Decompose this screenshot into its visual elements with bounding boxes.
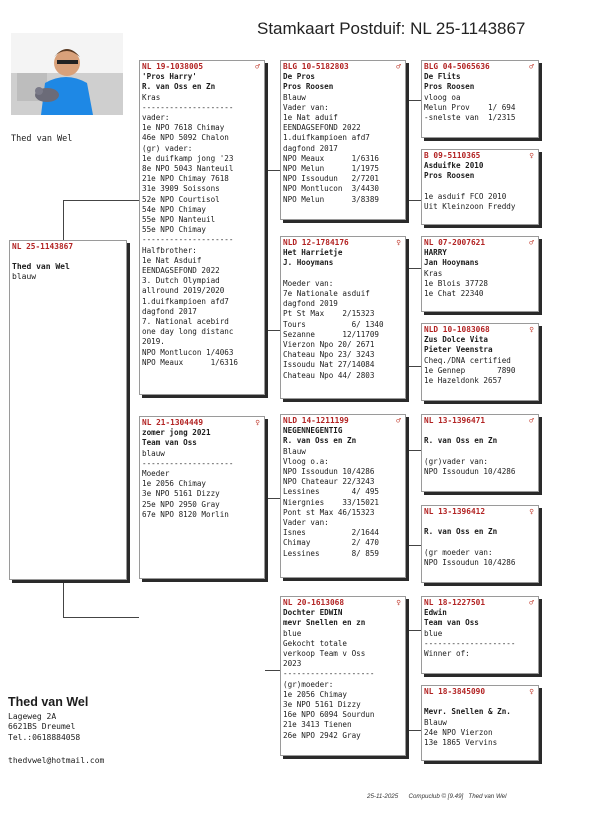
connector-line	[405, 730, 421, 731]
ring-number-header	[283, 416, 403, 426]
pedigree-line: 8e NPO 5043 Nanteuil	[142, 164, 234, 174]
pedigree-line: 2019.	[142, 337, 165, 347]
pedigree-line: 26e NPO 2942 Gray	[283, 730, 361, 740]
page-title: Stamkaart Postduif: NL 25-1143867	[257, 19, 526, 38]
footer: 25-11-2025 Compuclub © [9.49] Thed van Wel	[367, 793, 507, 800]
pedigree-line: 13e 1865 Vervins	[424, 738, 498, 748]
ring-number: NLD 14-1211199	[283, 416, 349, 425]
father-card	[139, 60, 265, 395]
pedigree-line: --------------------	[424, 638, 516, 648]
connector-line	[63, 200, 139, 201]
connector-line	[265, 498, 280, 499]
pedigree-line: Blauw	[283, 92, 306, 102]
sex-icon: ♀	[529, 507, 534, 516]
pedigree-line: De Pros	[283, 72, 316, 82]
ring-number-header	[424, 62, 536, 72]
pedigree-line: Pont st Max 46/15323	[283, 507, 375, 517]
pedigree-line: Blauw	[283, 446, 306, 456]
sex-icon: ♀	[529, 325, 534, 334]
contact-postal: 6621BS Dreumel	[8, 722, 76, 731]
pedigree-line: Chimay 2/ 470	[283, 538, 380, 548]
pedigree-line: Melun Prov 1/ 694	[424, 102, 516, 112]
great-grandparent-card-6	[421, 505, 539, 583]
pedigree-line: 1e Chat 22340	[424, 289, 484, 299]
pedigree-line: Vloog o.a:	[283, 456, 329, 466]
pedigree-line: 3e NPO 5161 Dizzy	[142, 489, 220, 499]
pedigree-line: 16e NPO 6094 Sourdun	[283, 710, 375, 720]
owner-photo	[11, 33, 123, 115]
pedigree-line: 1e NPO 7618 Chimay	[142, 123, 225, 133]
pedigree-line: Asduifke 2010	[424, 161, 484, 171]
great-grandparent-card-2	[421, 149, 539, 225]
pedigree-line: allround 2019/2020	[142, 286, 225, 296]
ring-number-header	[424, 238, 536, 248]
connector-line	[63, 579, 64, 617]
pedigree-line: Team van Oss	[424, 618, 479, 628]
pedigree-line: --------------------	[142, 235, 234, 245]
pedigree-line: Winner of:	[424, 649, 470, 659]
pedigree-line	[424, 182, 536, 192]
pedigree-line: (gr)moeder:	[283, 679, 334, 689]
connector-line	[265, 170, 280, 171]
great-grandparent-card-7	[421, 596, 539, 674]
ring-number-header	[424, 687, 536, 697]
pedigree-line: 1e asduif FCO 2010	[424, 191, 507, 201]
sex-icon: ♂	[255, 62, 260, 71]
pedigree-line: 1e duifkamp jong '23	[142, 153, 234, 163]
contact-name: Thed van Wel	[8, 695, 89, 709]
pedigree-line: Vierzon Npo 20/ 2671	[283, 340, 375, 350]
contact-email[interactable]: thedvwel@hotmail.com	[8, 756, 105, 765]
great-grandparent-card-5	[421, 414, 539, 492]
pedigree-line	[424, 538, 536, 548]
pedigree-line: Chateau Npo 44/ 2803	[283, 370, 375, 380]
ring-number-header	[283, 238, 403, 248]
pedigree-line: blue	[283, 628, 302, 638]
pedigree-line: 1e Nat aduif	[283, 113, 338, 123]
ring-number-header	[424, 151, 536, 161]
subject-owner: Thed van Wel	[12, 262, 70, 272]
pedigree-line	[424, 697, 536, 707]
pedigree-line: NPO Melun 1/1975	[283, 164, 380, 174]
pedigree-line: EENDAGSEFOND 2022	[283, 123, 361, 133]
pedigree-line: mevr Snellen en zn	[283, 618, 366, 628]
ring-number-header	[424, 325, 536, 335]
ring-number: BLG 10-5182803	[283, 62, 349, 71]
ring-number-header	[142, 418, 262, 428]
ring-number: NL 19-1038005	[142, 62, 204, 71]
connector-line	[405, 100, 421, 101]
ring-number: NLD 12-1784176	[283, 238, 349, 247]
connector-line	[405, 268, 421, 269]
contact-phone: Tel.:0618884058	[8, 732, 81, 742]
pedigree-line: 21e NPO Chimay 7618	[142, 174, 229, 184]
pedigree-line: R. van Oss en Zn	[283, 436, 357, 446]
pedigree-line: Team van Oss	[142, 438, 197, 448]
pedigree-line: dagfond 2019	[283, 299, 338, 309]
connector-line	[405, 545, 421, 546]
pedigree-line: 1e 2056 Chimay	[283, 689, 348, 699]
pedigree-line: Zus Dolce Vita	[424, 335, 489, 345]
ring-number: NLD 10-1083068	[424, 325, 490, 334]
pedigree-line: Halfbrother:	[142, 245, 197, 255]
sex-icon: ♀	[529, 687, 534, 696]
great-grandparent-card-3	[421, 236, 539, 312]
pedigree-line: -snelste van 1/2315	[424, 113, 516, 123]
pedigree-line: (gr moeder van:	[424, 547, 493, 557]
pedigree-line: De Flits	[424, 72, 461, 82]
pedigree-line: Lessines 4/ 495	[283, 487, 380, 497]
pedigree-line: Vader van:	[283, 518, 329, 528]
paternal-grandfather-card	[280, 60, 406, 220]
connector-line	[63, 200, 64, 241]
pedigree-line: Sezanne 12/11709	[283, 329, 380, 339]
pedigree-line: 24e NPO Vierzon	[424, 727, 493, 737]
pedigree-line: blauw	[142, 448, 165, 458]
pedigree-line: Dochter EDWIN	[283, 608, 343, 618]
pedigree-line: Niergnies 33/15021	[283, 497, 380, 507]
pedigree-line: Pt St Max 2/15323	[283, 309, 375, 319]
pedigree-line: --------------------	[142, 102, 234, 112]
pedigree-line: zomer jong 2021	[142, 428, 211, 438]
ring-number: NL 20-1613068	[283, 598, 345, 607]
pedigree-line: Edwin	[424, 608, 447, 618]
pedigree-line: --------------------	[142, 458, 234, 468]
pedigree-line: Pros Roosen	[424, 82, 475, 92]
pedigree-line: (gr) vader:	[142, 143, 193, 153]
pedigree-line: Vader van:	[283, 102, 329, 112]
connector-line	[405, 450, 421, 451]
great-grandparent-card-8	[421, 685, 539, 761]
pedigree-line: EENDAGSEFOND 2022	[142, 266, 220, 276]
pedigree-line: vader:	[142, 113, 170, 123]
pedigree-line: 31e 3909 Soissons	[142, 184, 220, 194]
paternal-grandmother-card	[280, 236, 406, 399]
pedigree-line: NPO Montlucon 1/4063	[142, 347, 234, 357]
pedigree-line: Het Harrietje	[283, 248, 343, 258]
ring-number-header	[424, 416, 536, 426]
pedigree-line: NEGENNEGENTIG	[283, 426, 343, 436]
sex-icon: ♂	[529, 238, 534, 247]
ring-number: B 09-5110365	[424, 151, 481, 160]
ring-number-header	[424, 507, 536, 517]
pedigree-line: one day long distanc	[142, 327, 234, 337]
sex-icon: ♂	[529, 598, 534, 607]
pedigree-line: Pieter Veenstra	[424, 345, 493, 355]
connector-line	[265, 670, 280, 671]
pedigree-line: Pros Roosen	[424, 171, 475, 181]
pedigree-line: vloog oa	[424, 92, 461, 102]
pedigree-line: 7. National acebird	[142, 317, 229, 327]
pedigree-line: HARRY	[424, 248, 447, 258]
pedigree-line: 67e NPO 8120 Morlin	[142, 509, 229, 519]
pedigree-line: 3. Dutch Olympiad	[142, 276, 220, 286]
pedigree-line: 1.duifkampioen afd7	[142, 296, 229, 306]
pedigree-line: NPO Meaux 1/6316	[142, 357, 239, 367]
pedigree-line: blue	[424, 628, 443, 638]
pedigree-line: 55e NPO Nanteuil	[142, 215, 216, 225]
ring-number: BLG 04-5065636	[424, 62, 490, 71]
pedigree-line: Mevr. Snellen & Zn.	[424, 707, 511, 717]
ring-number: NL 13-1396412	[424, 507, 486, 516]
pedigree-line: Moeder van:	[283, 278, 334, 288]
pedigree-line	[424, 517, 536, 527]
maternal-grandmother-card	[280, 596, 406, 756]
pedigree-line: 2023	[283, 659, 302, 669]
pedigree-line: Jan Hooymans	[424, 258, 479, 268]
pedigree-line: 21e 3413 Tienen	[283, 720, 352, 730]
ring-number: NL 07-2007621	[424, 238, 486, 247]
pedigree-line: 1.duifkampioen afd7	[283, 133, 370, 143]
pedigree-line: R. van Oss en Zn	[142, 82, 216, 92]
pedigree-line: 55e NPO Chimay	[142, 225, 207, 235]
pedigree-line	[424, 447, 536, 457]
great-grandparent-card-1	[421, 60, 539, 138]
pedigree-line: NPO Issoudun 2/7201	[283, 174, 380, 184]
pedigree-line: dagfond 2017	[283, 143, 338, 153]
pedigree-line: R. van Oss en Zn	[424, 436, 498, 446]
subject-color: blauw	[12, 272, 37, 282]
pedigree-line	[424, 426, 536, 436]
pedigree-line: 54e NPO Chimay	[142, 204, 207, 214]
pedigree-line: 1e Nat Asduif	[142, 255, 202, 265]
sex-icon: ♂	[396, 416, 401, 425]
pedigree-line: 46e NPO 5092 Chalon	[142, 133, 229, 143]
pedigree-line: 1e Gennep 7890	[424, 365, 516, 375]
sex-icon: ♀	[396, 238, 401, 247]
maternal-grandfather-card	[280, 414, 406, 578]
pedigree-line: 1e 2056 Chimay	[142, 479, 207, 489]
pedigree-line: NPO Issoudun 10/4286	[283, 467, 375, 477]
sex-icon: ♀	[529, 151, 534, 160]
pedigree-line: Cheq./DNA certified	[424, 355, 511, 365]
ring-number: NL 18-1227501	[424, 598, 486, 607]
subject-ring: NL 25-1143867	[12, 242, 74, 251]
pedigree-line: 7e Nationale asduif	[283, 289, 370, 299]
pedigree-line: Isnes 2/1644	[283, 528, 380, 538]
great-grandparent-card-4	[421, 323, 539, 401]
pedigree-line: NPO Melun 3/8389	[283, 194, 380, 204]
sex-icon: ♀	[255, 418, 260, 427]
pedigree-line: 'Pros Harry'	[142, 72, 197, 82]
pedigree-line: Kras	[424, 268, 443, 278]
contact-block	[8, 697, 88, 743]
pedigree-line: Tours 6/ 1340	[283, 319, 384, 329]
pedigree-line: (gr)vader van:	[424, 456, 489, 466]
pedigree-line: 52e NPO Courtisol	[142, 194, 220, 204]
contact-street: Lageweg 2A	[8, 711, 57, 721]
pedigree-line: 1e Hazeldonk 2657	[424, 376, 502, 386]
pedigree-line: Kras	[142, 92, 161, 102]
pedigree-line: dagfond 2017	[142, 306, 197, 316]
ring-number: NL 18-3845090	[424, 687, 486, 696]
ring-number-header	[283, 598, 403, 608]
ring-number-header	[142, 62, 262, 72]
pedigree-line: NPO Meaux 1/6316	[283, 153, 380, 163]
ring-number-header	[283, 62, 403, 72]
pedigree-line: NPO Issoudun 10/4286	[424, 467, 516, 477]
pedigree-line: --------------------	[283, 669, 375, 679]
pedigree-line	[283, 269, 403, 279]
pedigree-line: Uit Kleinzoon Freddy	[424, 202, 516, 212]
pedigree-line: J. Hooymans	[283, 258, 334, 268]
pedigree-line: R. van Oss en Zn	[424, 527, 498, 537]
ring-number-header	[424, 598, 536, 608]
pedigree-line: 3e NPO 5161 Dizzy	[283, 700, 361, 710]
pedigree-line: Blauw	[424, 717, 447, 727]
pedigree-line: Moeder	[142, 469, 170, 479]
sex-icon: ♀	[396, 598, 401, 607]
pedigree-line: 25e NPO 2950 Gray	[142, 499, 220, 509]
ring-number: NL 13-1396471	[424, 416, 486, 425]
pedigree-line: NPO Montlucon 3/4430	[283, 184, 380, 194]
pedigree-line: Lessines 8/ 859	[283, 548, 380, 558]
pedigree-line: NPO Chateaur 22/3243	[283, 477, 375, 487]
pedigree-line: Chateau Npo 23/ 3243	[283, 350, 375, 360]
connector-line	[405, 366, 421, 367]
owner-caption: Thed van Wel	[11, 134, 73, 144]
pedigree-line: Pros Roosen	[283, 82, 334, 92]
connector-line	[405, 200, 421, 201]
connector-line	[405, 630, 421, 631]
pedigree-line: Gekocht totale	[283, 638, 348, 648]
sex-icon: ♂	[396, 62, 401, 71]
sex-icon: ♂	[529, 416, 534, 425]
ring-number: NL 21-1304449	[142, 418, 204, 427]
connector-line	[265, 330, 280, 331]
pedigree-line: verkoop Team v Oss	[283, 649, 366, 659]
pedigree-line: Issoudu Nat 27/14084	[283, 360, 375, 370]
pedigree-line: NPO Issoudun 10/4286	[424, 558, 516, 568]
connector-line	[63, 617, 139, 618]
subject-pigeon-card	[9, 240, 127, 580]
sex-icon: ♂	[529, 62, 534, 71]
mother-card	[139, 416, 265, 579]
pedigree-line: 1e Blois 37728	[424, 278, 489, 288]
